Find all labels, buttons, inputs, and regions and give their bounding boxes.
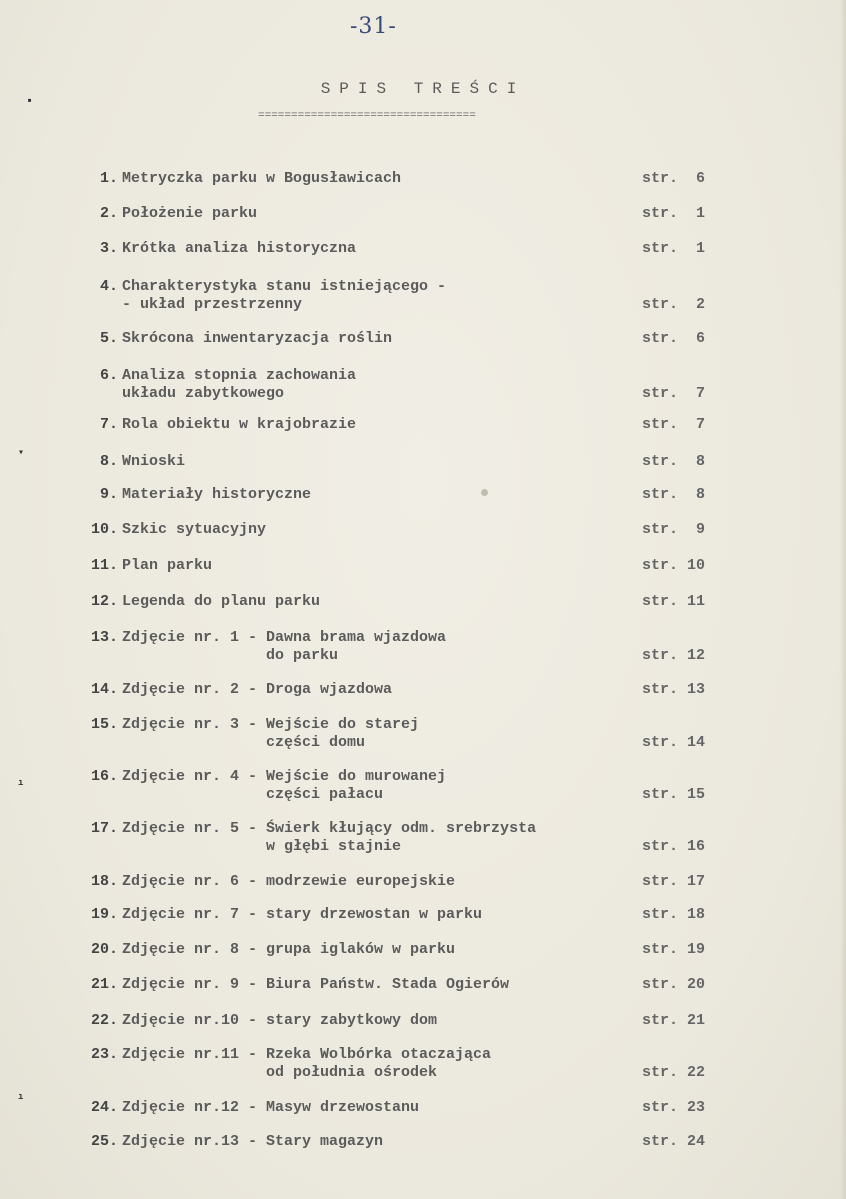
toc-entry-number: 15. xyxy=(90,716,118,733)
toc-entry-page: str. 1 xyxy=(642,240,706,257)
toc-entry-number: 23. xyxy=(90,1046,118,1063)
toc-entry-number: 9. xyxy=(99,486,118,503)
toc-entry-number: 3. xyxy=(99,240,118,257)
toc-entry-title: Szkic sytuacyjny xyxy=(122,521,267,538)
toc-entry-title: Zdjęcie nr. 7 - stary drzewostan w parku xyxy=(122,906,483,923)
toc-entry-title: Zdjęcie nr. 1 - Dawna brama wjazdowa do parku xyxy=(122,629,447,664)
toc-entry-page: str. 20 xyxy=(642,976,706,993)
toc-entry-title: Charakterystyka stanu istniejącego - - układ przestrzenny xyxy=(122,278,447,313)
toc-entry-page: str. 8 xyxy=(642,486,706,503)
toc-entry-number: 7. xyxy=(99,416,118,433)
toc-entry-page: str. 6 xyxy=(642,170,706,187)
toc-entry-page: str. 23 xyxy=(642,1099,706,1116)
toc-entry-page: str. 15 xyxy=(642,786,706,803)
toc-entry-page: str. 22 xyxy=(642,1064,706,1081)
toc-entry-number: 6. xyxy=(99,367,118,384)
toc-entry-number: 4. xyxy=(99,278,118,295)
toc-entry-number: 12. xyxy=(90,593,118,610)
toc-entry-page: str. 16 xyxy=(642,838,706,855)
toc-entry-title: Zdjęcie nr. 5 - Świerk kłujący odm. srebrzysta w głębi stajnie xyxy=(122,820,537,855)
toc-entry-page: str. 9 xyxy=(642,521,706,538)
toc-entry-title: Położenie parku xyxy=(122,205,258,222)
toc-entry-page: str. 2 xyxy=(642,296,706,313)
toc-entry-page: str. 21 xyxy=(642,1012,706,1029)
toc-entry-title: Materiały historyczne xyxy=(122,486,312,503)
toc-entry-title: Zdjęcie nr.12 - Masyw drzewostanu xyxy=(122,1099,420,1116)
toc-entry-page: str. 6 xyxy=(642,330,706,347)
toc-entry-title: Rola obiektu w krajobrazie xyxy=(122,416,357,433)
toc-entry-number: 20. xyxy=(90,941,118,958)
toc-entry-number: 17. xyxy=(90,820,118,837)
page-edge-shadow xyxy=(840,0,846,1199)
toc-entry-title: Zdjęcie nr. 4 - Wejście do murowanej części pałacu xyxy=(122,768,447,803)
toc-entry-title: Zdjęcie nr. 8 - grupa iglaków w parku xyxy=(122,941,456,958)
toc-entry-page: str. 17 xyxy=(642,873,706,890)
toc-entry-page: str. 8 xyxy=(642,453,706,470)
toc-entry-page: str. 7 xyxy=(642,385,706,402)
toc-entry-title: Zdjęcie nr. 2 - Droga wjazdowa xyxy=(122,681,393,698)
ink-speck xyxy=(481,489,488,496)
toc-entry-page: str. 19 xyxy=(642,941,706,958)
toc-entry-title: Metryczka parku w Bogusławicach xyxy=(122,170,402,187)
toc-entry-page: str. 24 xyxy=(642,1133,706,1150)
toc-entry-number: 1. xyxy=(99,170,118,187)
toc-entry-title: Zdjęcie nr.13 - Stary magazyn xyxy=(122,1133,384,1150)
toc-entry-number: 10. xyxy=(90,521,118,538)
toc-entry-title: Zdjęcie nr.10 - stary zabytkowy dom xyxy=(122,1012,438,1029)
margin-mark: ▪ xyxy=(26,94,34,108)
toc-entry-title: Krótka analiza historyczna xyxy=(122,240,357,257)
toc-entry-number: 21. xyxy=(90,976,118,993)
toc-entry-number: 14. xyxy=(90,681,118,698)
margin-mark: ı xyxy=(18,778,24,788)
toc-entry-number: 13. xyxy=(90,629,118,646)
toc-entry-number: 18. xyxy=(90,873,118,890)
toc-entry-number: 24. xyxy=(90,1099,118,1116)
margin-mark: ▾ xyxy=(18,448,25,459)
toc-entry-page: str. 12 xyxy=(642,647,706,664)
toc-entry-page: str. 7 xyxy=(642,416,706,433)
toc-entry-title: Analiza stopnia zachowania układu zabytkowego xyxy=(122,367,357,402)
margin-mark: ı xyxy=(18,1092,24,1102)
toc-entry-number: 25. xyxy=(90,1133,118,1150)
toc-entry-number: 11. xyxy=(90,557,118,574)
toc-entry-title: Zdjęcie nr. 9 - Biura Państw. Stada Ogierów xyxy=(122,976,510,993)
toc-entry-number: 5. xyxy=(99,330,118,347)
page-number: -31- xyxy=(350,14,397,39)
toc-entry-page: str. 10 xyxy=(642,557,706,574)
toc-entry-title: Skrócona inwentaryzacja roślin xyxy=(122,330,393,347)
toc-entry-number: 22. xyxy=(90,1012,118,1029)
toc-entry-page: str. 18 xyxy=(642,906,706,923)
toc-entry-title: Legenda do planu parku xyxy=(122,593,321,610)
toc-entry-page: str. 1 xyxy=(642,205,706,222)
toc-entry-number: 16. xyxy=(90,768,118,785)
toc-entry-title: Zdjęcie nr.11 - Rzeka Wolbórka otaczająca od południa ośrodek xyxy=(122,1046,492,1081)
toc-entry-page: str. 13 xyxy=(642,681,706,698)
toc-entry-page: str. 11 xyxy=(642,593,706,610)
toc-entry-title: Zdjęcie nr. 6 - modrzewie europejskie xyxy=(122,873,456,890)
page-title: SPIS TREŚCI xyxy=(320,80,526,98)
toc-entry-number: 19. xyxy=(90,906,118,923)
toc-entry-title: Wnioski xyxy=(122,453,186,470)
toc-entry-title: Zdjęcie nr. 3 - Wejście do starej części domu xyxy=(122,716,420,751)
toc-entry-number: 2. xyxy=(99,205,118,222)
toc-entry-number: 8. xyxy=(99,453,118,470)
toc-entry-page: str. 14 xyxy=(642,734,706,751)
toc-entry-title: Plan parku xyxy=(122,557,213,574)
title-underline: ================================= xyxy=(258,110,476,122)
